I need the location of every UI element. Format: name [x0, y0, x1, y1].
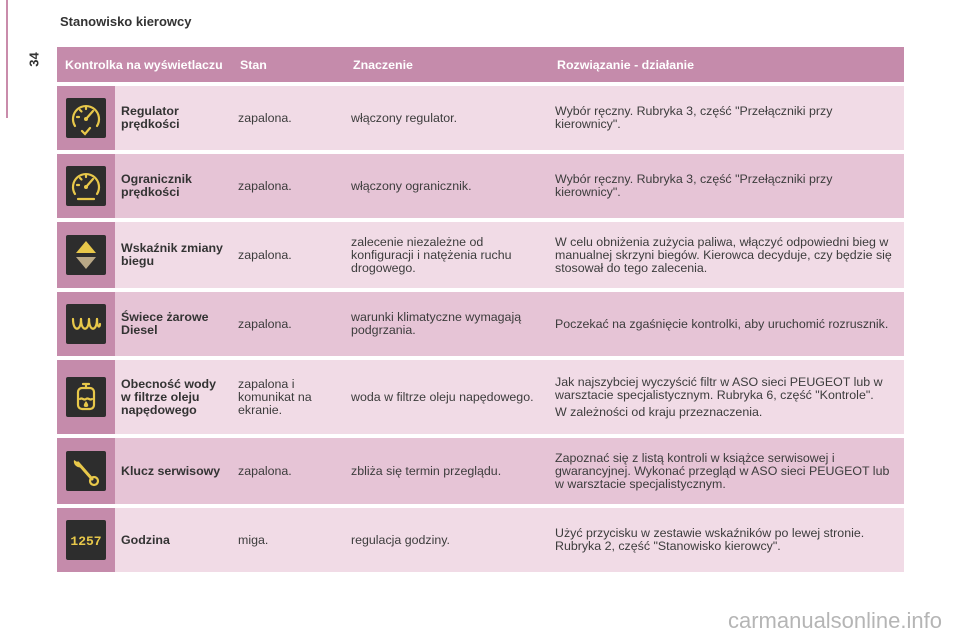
indicator-state: zapalona.: [232, 86, 345, 150]
action-text: Wybór ręczny. Rubryka 3, część "Przełączniki przy kierownicy".: [555, 104, 833, 131]
action-text: W celu obniżenia zużycia paliwa, włączyć odpowiedni bieg w manualnej skrzyni biegów. Kierowca decyduje, czy będzie się stosował do tego zalecenia.: [555, 234, 892, 275]
action-note: W zależności od kraju przeznaczenia.: [555, 404, 763, 419]
page-accent-bar: [6, 0, 8, 118]
table-row: [57, 154, 904, 218]
header-meaning: Znaczenie: [345, 47, 549, 82]
page-number: 34: [26, 52, 42, 67]
indicator-action: [549, 154, 904, 218]
table-row: [57, 438, 904, 504]
indicator-meaning: włączony regulator.: [345, 86, 549, 150]
clock-digits: 1257: [70, 534, 102, 549]
header-state: Stan: [232, 47, 345, 82]
indicator-state: zapalona.: [232, 222, 345, 288]
indicator-action: [549, 292, 904, 356]
indicator-name: Regulator prędkości: [115, 86, 232, 150]
indicator-meaning: woda w filtrze oleju napędowego.: [345, 360, 549, 434]
table-row: [57, 222, 904, 288]
table-header-row: [57, 47, 904, 82]
action-text: Poczekać na zgaśnięcie kontrolki, aby uruchomić rozrusznik.: [555, 316, 889, 331]
indicator-action: [549, 222, 904, 288]
indicator-meaning: włączony ogranicznik.: [345, 154, 549, 218]
speedometer-cruise-icon: [66, 98, 106, 138]
indicator-name: Świece żarowe Diesel: [115, 292, 232, 356]
indicator-action: [549, 86, 904, 150]
table-row: [57, 86, 904, 150]
indicator-name: Ogranicznik prędkości: [115, 154, 232, 218]
section-title: Stanowisko kierowcy: [60, 14, 192, 29]
indicator-name: Wskaźnik zmiany biegu: [115, 222, 232, 288]
indicator-action: [549, 360, 904, 434]
gear-shift-arrows-icon: [66, 235, 106, 275]
speedometer-limiter-icon: [66, 166, 106, 206]
indicator-name: Godzina: [115, 508, 232, 572]
water-in-fuel-icon: [66, 377, 106, 417]
wrench-service-icon: [66, 451, 106, 491]
action-text: Użyć przycisku w zestawie wskaźników po lewej stronie. Rubryka 2, część "Stanowisko kierowcy".: [555, 526, 865, 553]
indicator-meaning: regulacja godziny.: [345, 508, 549, 572]
indicator-action: [549, 508, 904, 572]
watermark: carmanualsonline.info: [727, 608, 942, 633]
indicator-name: Obecność wody w filtrze oleju napędowego: [115, 360, 232, 434]
indicator-name: Klucz serwisowy: [115, 438, 232, 504]
indicator-meaning: warunki klimatyczne wymagają podgrzania.: [345, 292, 549, 356]
indicator-meaning: zbliża się termin przeglądu.: [345, 438, 549, 504]
indicator-state: miga.: [232, 508, 345, 572]
table-row: [57, 292, 904, 356]
action-text: Wybór ręczny. Rubryka 3, część "Przełączniki przy kierownicy".: [555, 172, 833, 199]
warning-lights-table: [57, 43, 904, 576]
clock-digits-icon: [66, 520, 106, 560]
indicator-state: zapalona.: [232, 438, 345, 504]
indicator-meaning: zalecenie niezależne od konfiguracji i natężenia ruchu drogowego.: [345, 222, 549, 288]
indicator-state: zapalona.: [232, 292, 345, 356]
action-text: Jak najszybciej wyczyścić filtr w ASO sieci PEUGEOT lub w warsztacie specjalistycznym. Rubryka 6, część "Kontrole".: [555, 374, 883, 402]
action-text: Zapoznać się z listą kontroli w książce serwisowej i gwarancyjnej. Wykonać przegląd w ASO sieci PEUGEOT lub w warsztacie specjalistycznym.: [555, 450, 890, 491]
header-indicator: Kontrolka na wyświetlaczu: [57, 47, 232, 82]
glow-plug-icon: [66, 304, 106, 344]
indicator-state: zapalona.: [232, 154, 345, 218]
table-row: [57, 360, 904, 434]
table-row: [57, 508, 904, 572]
indicator-action: [549, 438, 904, 504]
header-action: Rozwiązanie - działanie: [549, 47, 904, 82]
indicator-state: zapalona i komunikat na ekranie.: [232, 360, 345, 434]
